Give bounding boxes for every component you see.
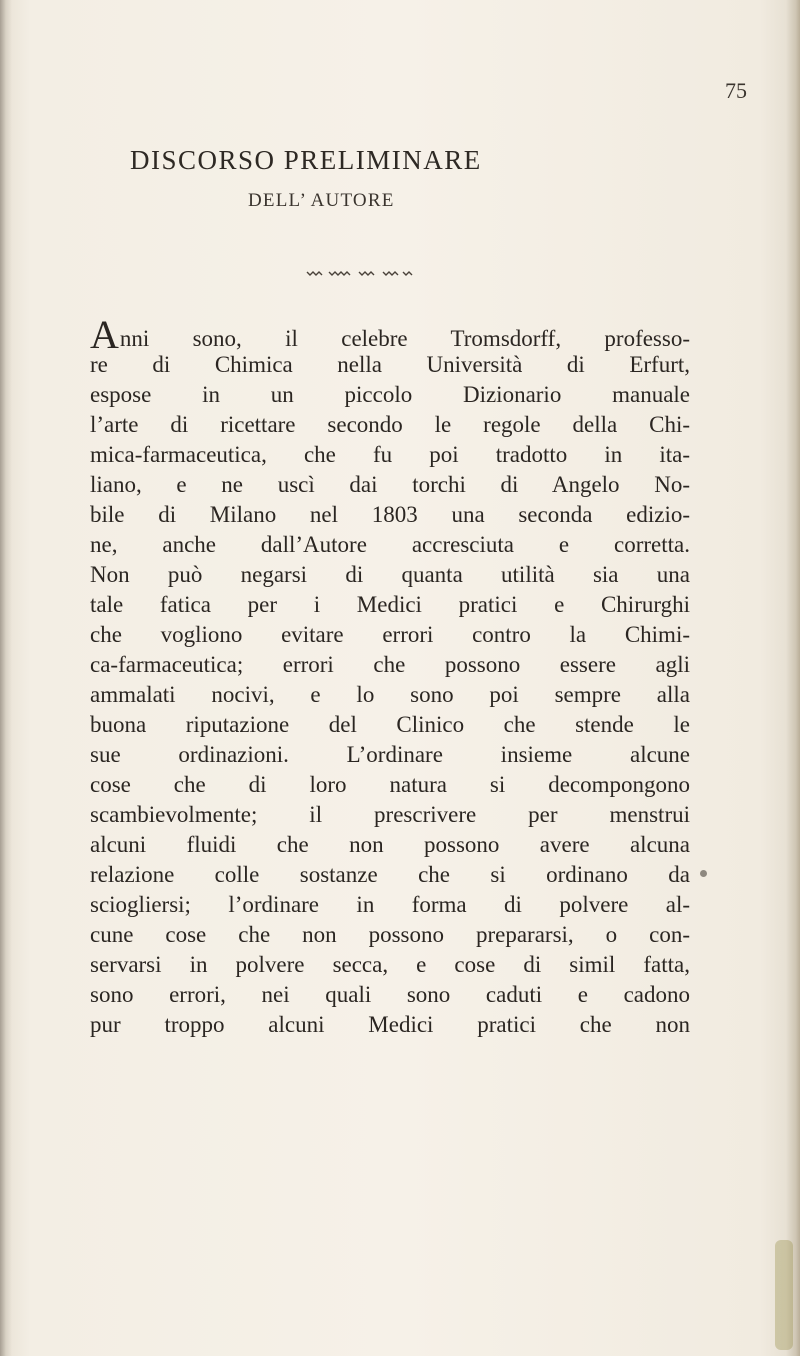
- page-edge: [786, 0, 800, 1356]
- text-line: ammalati nocivi, e lo sono poi sempre alla: [90, 682, 690, 707]
- text-line: espose in un piccolo Dizionario manuale: [90, 382, 690, 407]
- body-text: [90, 312, 690, 1040]
- text-line: Anni sono, il celebre Tromsdorff, professo-: [90, 312, 690, 357]
- page-number: 75: [725, 78, 747, 103]
- decorative-rule: [305, 268, 415, 278]
- text-line: relazione colle sostanze che si ordinano da: [90, 862, 690, 887]
- spine-shadow: [0, 0, 12, 1356]
- text-line: ne, anche dall’Autore accresciuta e corretta.: [90, 532, 690, 557]
- chapter-subtitle: DELL’ AUTORE: [248, 190, 395, 211]
- text-line: alcuni fluidi che non possono avere alcuna: [90, 832, 690, 857]
- paper-spot: [700, 870, 707, 877]
- text-line: sue ordinazioni. L’ordinare insieme alcune: [90, 742, 690, 767]
- text-line: buona riputazione del Clinico che stende le: [90, 712, 690, 737]
- text-line: pur troppo alcuni Medici pratici che non: [90, 1012, 690, 1037]
- text-line: l’arte di ricettare secondo le regole della Chi-: [90, 412, 690, 437]
- paper-stain: [775, 1240, 793, 1350]
- text-line: sono errori, nei quali sono caduti e cadono: [90, 982, 690, 1007]
- text-line: Non può negarsi di quanta utilità sia una: [90, 562, 690, 587]
- text-line: cune cose che non possono prepararsi, o con-: [90, 922, 690, 947]
- text-line: bile di Milano nel 1803 una seconda edizio-: [90, 502, 690, 527]
- text-line: servarsi in polvere secca, e cose di simil fatta,: [90, 952, 690, 977]
- text-line: cose che di loro natura si decompongono: [90, 772, 690, 797]
- text-line: tale fatica per i Medici pratici e Chirurghi: [90, 592, 690, 617]
- drop-cap: A: [90, 312, 119, 357]
- text-line: re di Chimica nella Università di Erfurt,: [90, 352, 690, 377]
- text-line: mica-farmaceutica, che fu poi tradotto in ita-: [90, 442, 690, 467]
- chapter-title: DISCORSO PRELIMINARE: [130, 145, 482, 175]
- text-line: sciogliersi; l’ordinare in forma di polvere al-: [90, 892, 690, 917]
- text-line: liano, e ne uscì dai torchi di Angelo No-: [90, 472, 690, 497]
- text-line: che vogliono evitare errori contro la Chimi-: [90, 622, 690, 647]
- text-line: ca-farmaceutica; errori che possono essere agli: [90, 652, 690, 677]
- text-line: scambievolmente; il prescrivere per menstrui: [90, 802, 690, 827]
